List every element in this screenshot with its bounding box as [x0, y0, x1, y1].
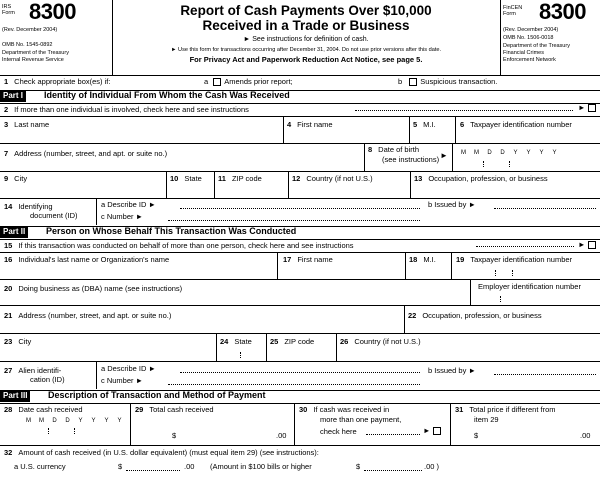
- line30-leader: [366, 434, 420, 435]
- line31-number: 31: [455, 405, 464, 414]
- line9-label-wrap: [4, 175, 27, 183]
- divider-10-11: [214, 171, 215, 198]
- divider-27: [96, 361, 97, 389]
- id-number-field[interactable]: [168, 220, 420, 221]
- p2-city-field[interactable]: [30, 346, 210, 360]
- line2-arrow: ►: [578, 104, 596, 112]
- line32a-cents: .00: [184, 462, 195, 471]
- line21-number: 21: [4, 311, 13, 320]
- line10-label: State: [184, 174, 202, 183]
- line6-label-wrap: [460, 121, 572, 129]
- line17-number: 17: [283, 255, 292, 264]
- p2-zip-field[interactable]: [270, 346, 332, 360]
- instruction-cash-definition: ► See instructions for definition of cash.: [243, 36, 369, 44]
- header-divider-right: [500, 0, 501, 75]
- line31-dollar: $: [474, 431, 479, 440]
- line15-arrow: ►: [578, 241, 596, 249]
- fincen-form-label: FinCEN Form: [503, 5, 523, 18]
- line16-label: Individual's last name or Organization's name: [18, 255, 170, 264]
- line31-label-b: item 29: [474, 415, 499, 424]
- line30-arrow: ►: [423, 427, 441, 435]
- right-form-block: [503, 2, 600, 74]
- suspicious-label: Suspicious transaction.: [420, 77, 498, 86]
- line15-leader: [476, 246, 574, 247]
- line22-label-wrap: [408, 312, 542, 320]
- dob-m1: M: [461, 150, 466, 156]
- ein-tick-1: [500, 296, 501, 302]
- line30-label-c: check here: [320, 427, 357, 436]
- line12-number: 12: [292, 174, 301, 183]
- line1-row: [4, 78, 110, 86]
- line26-label: Country (if not U.S.): [354, 337, 421, 346]
- p2-occupation-field[interactable]: [408, 320, 598, 332]
- first-name-field[interactable]: [287, 129, 405, 142]
- dob-tick-1: [483, 161, 484, 167]
- divider-25-26: [336, 333, 337, 361]
- line25-label-wrap: [270, 338, 314, 346]
- p2-country-field[interactable]: [340, 346, 598, 360]
- line17-label-wrap: [283, 256, 333, 264]
- line3-label: Last name: [14, 120, 50, 129]
- dob-y1: Y: [513, 150, 518, 156]
- right-crimes: Financial Crimes: [503, 50, 544, 56]
- line3-number: 3: [4, 120, 9, 129]
- line7-number: 7: [4, 149, 9, 158]
- line4-number: 4: [287, 120, 292, 129]
- part2-tag: Part II: [0, 227, 28, 238]
- cash-date-field[interactable]: [22, 416, 126, 425]
- amends-letter: a: [204, 77, 209, 86]
- divider-24-25: [266, 333, 267, 361]
- dba-name-field[interactable]: [30, 293, 460, 305]
- dob-d2: D: [500, 150, 505, 156]
- divider-11-12: [288, 171, 289, 198]
- date-d1: D: [52, 418, 57, 424]
- left-form-number: 8300: [29, 0, 76, 24]
- line25-number: 25: [270, 337, 279, 346]
- line24-number: 24: [220, 337, 229, 346]
- total-cash-field[interactable]: [180, 424, 272, 438]
- alien-number-label: c Number ►: [101, 376, 144, 385]
- p2-taxpayer-id-field[interactable]: [456, 264, 598, 278]
- line6-number: 6: [460, 120, 465, 129]
- divider-30-31: [450, 403, 451, 445]
- divider-4-5: [409, 116, 410, 143]
- dob-date-field[interactable]: [457, 148, 561, 157]
- line25-label: ZIP code: [284, 337, 315, 346]
- line30-label-b: more than one payment,: [320, 415, 402, 424]
- divider-5-6: [455, 116, 456, 143]
- line12-label: Country (if not U.S.): [306, 174, 373, 183]
- dob-m2: M: [474, 150, 479, 156]
- line1-number: 1: [4, 77, 9, 86]
- line21-bottom-rule: [0, 333, 600, 334]
- divider-16-17: [277, 252, 278, 279]
- date-tick-1: [48, 428, 49, 434]
- date-tick-2: [74, 428, 75, 434]
- date-m2: M: [39, 418, 44, 424]
- line2-bottom-rule: [0, 116, 600, 117]
- line20-label: Doing business as (DBA) name (see instructions): [18, 284, 183, 293]
- form-title-line1: Report of Cash Payments Over $10,000: [180, 3, 432, 18]
- line31-label-wrap: [455, 406, 556, 414]
- p2-state-field[interactable]: [220, 346, 262, 360]
- city-field[interactable]: [30, 183, 160, 197]
- dob-d1: D: [487, 150, 492, 156]
- line28-label-wrap: [4, 406, 83, 414]
- part3-tag: Part III: [0, 391, 30, 402]
- line15-bottom-rule: [0, 252, 600, 253]
- line8-number: 8: [368, 145, 373, 154]
- line31-label-a: Total price if different from: [469, 405, 556, 414]
- line27-label-wrap: [4, 367, 61, 375]
- line29-label-wrap: [135, 406, 214, 414]
- divider-8-dob: [452, 143, 453, 171]
- line24-label-wrap: [220, 338, 252, 346]
- line7-label: Address (number, street, and apt. or suite no.): [14, 149, 168, 158]
- line16-label-wrap: [4, 256, 169, 264]
- line32-label: Amount of cash received (in U.S. dollar equivalent) (must equal item 29) (see instructions):: [18, 448, 319, 457]
- middle-initial-field[interactable]: [413, 129, 451, 142]
- line1-label: Check appropriate box(es) if:: [14, 77, 111, 86]
- id-describe-label: a Describe ID ►: [101, 200, 156, 209]
- divider-23-24: [216, 333, 217, 361]
- last-name-field[interactable]: [30, 129, 280, 142]
- line4-label-wrap: [287, 121, 333, 129]
- line3-bottom-rule: [0, 143, 600, 144]
- left-dept: Department of the Treasury: [2, 50, 69, 56]
- line32a-note-cents: .00 ): [424, 462, 440, 471]
- line5-number: 5: [413, 120, 418, 129]
- line2-multiple-individuals-checkbox[interactable]: [588, 104, 596, 112]
- line2-label: If more than one individual is involved, check here and see instructions: [14, 105, 249, 114]
- line14-label-a: Identifying: [18, 202, 53, 211]
- line5-label-wrap: [413, 121, 436, 129]
- line3-label-wrap: [4, 121, 49, 129]
- alien-describe-field[interactable]: [180, 372, 420, 373]
- hundred-bills-field[interactable]: [364, 470, 422, 471]
- line28-bottom-rule: [0, 445, 600, 446]
- line23-bottom-rule: [0, 361, 600, 362]
- line30-label-a: If cash was received in: [313, 405, 390, 414]
- taxpayer-id-field[interactable]: [460, 129, 598, 142]
- line27-number: 27: [4, 366, 13, 375]
- header-title-block: [112, 3, 500, 75]
- line2-number: 2: [4, 105, 9, 114]
- line29-number: 29: [135, 405, 144, 414]
- line6-label: Taxpayer identification number: [470, 120, 572, 129]
- suspicious-transaction-checkbox[interactable]: [409, 78, 417, 86]
- total-price-field[interactable]: [482, 424, 578, 438]
- line24-label: State: [234, 337, 252, 346]
- line19-label-wrap: [456, 256, 572, 264]
- line30-label-wrap: [299, 406, 389, 414]
- p2-mi-field[interactable]: [409, 264, 447, 278]
- line16-bottom-rule: [0, 279, 600, 280]
- line21-label-wrap: [4, 312, 171, 320]
- line11-label-wrap: [218, 175, 262, 183]
- line15-label: If this transaction was conducted on behalf of more than one person, check here and see instructions: [18, 241, 354, 250]
- left-form-block: [2, 2, 112, 74]
- line14-number: 14: [4, 202, 13, 211]
- line23-number: 23: [4, 337, 13, 346]
- line9-bottom-rule: [0, 198, 600, 199]
- line10-number: 10: [170, 174, 179, 183]
- part1-tag: Part I: [0, 91, 26, 102]
- line32a-label: a U.S. currency: [14, 462, 66, 471]
- line20-label-wrap: [4, 285, 182, 293]
- divider-14: [96, 198, 97, 225]
- occupation-field[interactable]: [414, 183, 598, 197]
- date-d2: D: [65, 418, 70, 424]
- line32-label-wrap: [4, 449, 319, 457]
- us-currency-field[interactable]: [126, 470, 180, 471]
- date-y4: Y: [117, 418, 122, 424]
- line11-number: 11: [218, 174, 226, 183]
- line29-dollar: $: [172, 431, 177, 440]
- dob-tick-2: [509, 161, 510, 167]
- line22-label: Occupation, profession, or business: [422, 311, 542, 320]
- line15-multiple-persons-checkbox[interactable]: [588, 241, 596, 249]
- amends-label: Amends prior report;: [224, 77, 293, 86]
- line8-label-b: (see instructions): [382, 155, 440, 164]
- dob-y3: Y: [539, 150, 544, 156]
- line9-number: 9: [4, 174, 9, 183]
- line23-label: City: [18, 337, 32, 346]
- right-network: Enforcement Network: [503, 57, 556, 63]
- date-y1: Y: [78, 418, 83, 424]
- line26-number: 26: [340, 337, 349, 346]
- line7-label-wrap: [4, 150, 167, 158]
- amends-prior-option: [204, 78, 293, 86]
- form-title-line2: Received in a Trade or Business: [202, 18, 410, 34]
- date-y2: Y: [91, 418, 96, 424]
- part3-title: Description of Transaction and Method of Payment: [48, 390, 266, 400]
- alien-issued-label: b Issued by ►: [428, 366, 476, 375]
- line7-bottom-rule: [0, 171, 600, 172]
- line20-ein-label: Employer identification number: [478, 282, 581, 291]
- part1-title: Identity of Individual From Whom the Cash Was Received: [44, 90, 290, 100]
- suspicious-letter: b: [398, 77, 403, 86]
- line13-number: 13: [414, 174, 423, 183]
- line16-number: 16: [4, 255, 13, 264]
- line19-number: 19: [456, 255, 465, 264]
- country-field[interactable]: [292, 183, 406, 197]
- alien-number-field[interactable]: [168, 384, 420, 385]
- line27-label-a: Alien identifi-: [18, 366, 62, 375]
- line28-label: Date cash received: [18, 405, 83, 414]
- dob-y4: Y: [552, 150, 557, 156]
- line2-row: [4, 106, 249, 114]
- line12-label-wrap: [292, 175, 373, 183]
- line29-label: Total cash received: [149, 405, 214, 414]
- id-number-label: c Number ►: [101, 212, 144, 221]
- multiple-payments-checkbox[interactable]: [433, 427, 441, 435]
- date-y3: Y: [104, 418, 109, 424]
- line8-label-a: Date of birth: [378, 145, 420, 154]
- irs-form-label: IRS Form: [2, 4, 15, 17]
- line11-label: ZIP code: [231, 174, 262, 183]
- address-field[interactable]: [30, 158, 360, 170]
- divider-3-4: [283, 116, 284, 143]
- line28-number: 28: [4, 405, 13, 414]
- line29-cents: .00: [276, 431, 287, 440]
- amends-prior-checkbox[interactable]: [213, 78, 221, 86]
- p2-first-name-field[interactable]: [283, 264, 401, 278]
- part2-title-rule: [0, 239, 600, 240]
- state-field[interactable]: [170, 183, 210, 197]
- part2-title: Person on Whose Behalf This Transaction Was Conducted: [46, 226, 297, 236]
- divider-28-29: [130, 403, 131, 445]
- divider-29-30: [294, 403, 295, 445]
- line27-label-b: cation (ID): [30, 375, 65, 384]
- suspicious-option: [398, 78, 497, 86]
- line32a-dollar: $: [118, 462, 123, 471]
- tin-tick-2: [512, 270, 513, 276]
- instruction-use-form: ► Use this form for transactions occurring after December 31, 2004. Do not use prior versions after this date.: [170, 46, 442, 53]
- date-m1: M: [26, 418, 31, 424]
- line23-label-wrap: [4, 338, 31, 346]
- zip-field[interactable]: [218, 183, 284, 197]
- alien-describe-label: a Describe ID ►: [101, 364, 156, 373]
- left-omb: OMB No. 1545-0892: [2, 42, 53, 48]
- header-bottom-rule: [0, 75, 600, 76]
- divider-9-10: [166, 171, 167, 198]
- right-omb: OMB No. 1506-0018: [503, 35, 554, 41]
- divider-17-18: [405, 252, 406, 279]
- line10-label-wrap: [170, 175, 202, 183]
- divider-12-13: [410, 171, 411, 198]
- line26-label-wrap: [340, 338, 421, 346]
- line20-bottom-rule: [0, 305, 600, 306]
- id-issued-field[interactable]: [494, 208, 596, 209]
- tin-tick-1: [495, 270, 496, 276]
- line8-label-wrap: [368, 146, 419, 154]
- id-issued-label: b Issued by ►: [428, 200, 476, 209]
- id-describe-field[interactable]: [180, 208, 420, 209]
- line21-label: Address (number, street, and apt. or suite no.): [18, 311, 172, 320]
- p2-address-field[interactable]: [30, 320, 400, 332]
- line20-number: 20: [4, 284, 13, 293]
- left-irs: Internal Revenue Service: [2, 57, 64, 63]
- right-form-number: 8300: [539, 0, 586, 24]
- line32a-note-dollar: $: [356, 462, 361, 471]
- dob-y2: Y: [526, 150, 531, 156]
- line18-label-wrap: [409, 256, 436, 264]
- line5-label: M.I.: [423, 120, 436, 129]
- right-dept: Department of the Treasury: [503, 43, 570, 49]
- line9-label: City: [14, 174, 28, 183]
- line18-number: 18: [409, 255, 418, 264]
- privacy-notice: For Privacy Act and Paperwork Reduction Act Notice, see page 5.: [189, 55, 423, 65]
- ein-field[interactable]: [478, 292, 598, 304]
- line18-label: M.I.: [423, 255, 436, 264]
- line32-number: 32: [4, 448, 13, 457]
- divider-21-22: [404, 305, 405, 333]
- line15-row: [4, 242, 354, 250]
- line17-label: First name: [297, 255, 333, 264]
- line13-label: Occupation, profession, or business: [428, 174, 548, 183]
- line14-label-wrap: [4, 203, 53, 211]
- divider-7-8: [364, 143, 365, 171]
- line13-label-wrap: [414, 175, 548, 183]
- divider-18-19: [451, 252, 452, 279]
- line2-leader: [355, 110, 573, 111]
- divider-20-ein: [470, 279, 471, 305]
- line30-number: 30: [299, 405, 308, 414]
- org-name-field[interactable]: [30, 264, 270, 278]
- line32a-note: (Amount in $100 bills or higher: [210, 462, 312, 471]
- line19-label: Taxpayer identification number: [470, 255, 573, 264]
- line14-label-b: document (ID): [30, 211, 78, 220]
- line31-cents: .00: [580, 431, 591, 440]
- line4-label: First name: [297, 120, 333, 129]
- right-rev: (Rev. December 2004): [503, 27, 559, 33]
- part3-title-rule: [0, 403, 600, 404]
- line22-number: 22: [408, 311, 417, 320]
- left-rev: (Rev. December 2004): [2, 27, 58, 33]
- dob-arrow: ►: [440, 151, 448, 160]
- state-tick: [240, 352, 241, 358]
- part1-title-rule: [0, 103, 600, 104]
- line15-number: 15: [4, 241, 13, 250]
- alien-issued-field[interactable]: [494, 374, 596, 375]
